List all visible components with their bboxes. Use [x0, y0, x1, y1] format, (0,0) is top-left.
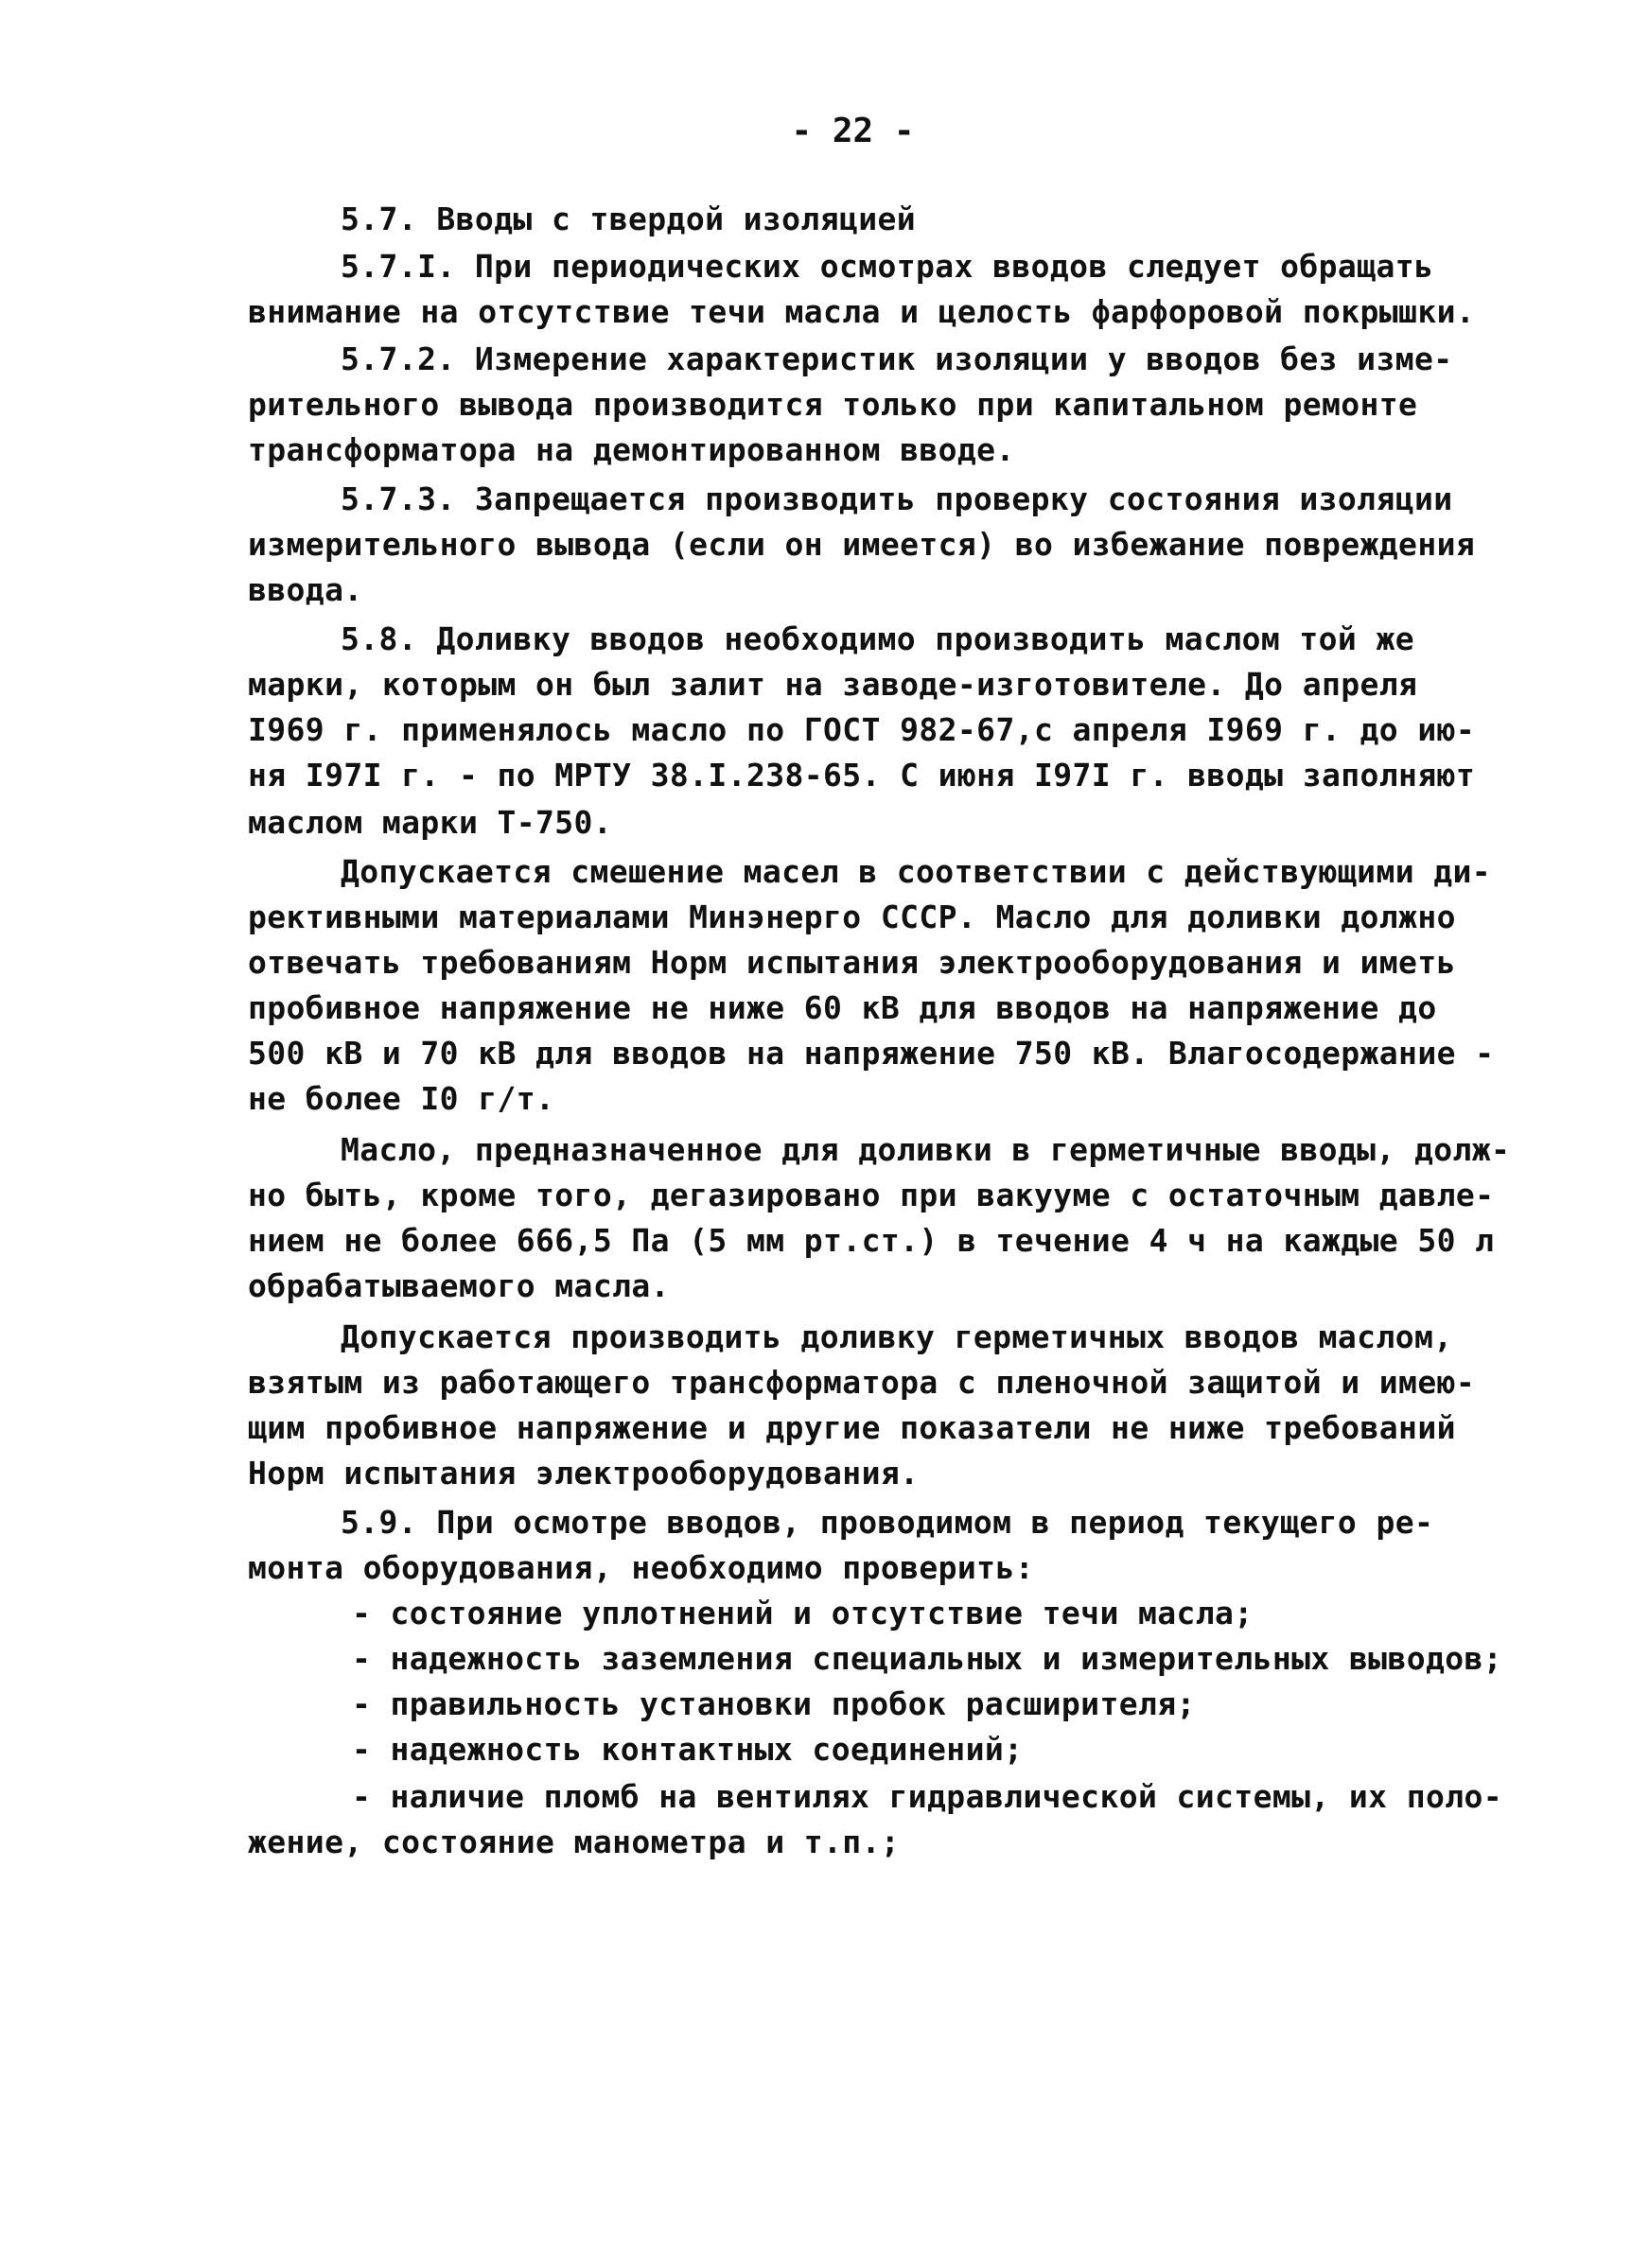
- text-line: Масло, предназначенное для доливки в герметичные вводы, долж-: [341, 1131, 1511, 1168]
- text-line: внимание на отсутствие течи масла и целость фарфоровой покрышки.: [248, 293, 1476, 330]
- text-line: 500 кВ и 70 кВ для вводов на напряжение 750 кВ. Влагосодержание -: [248, 1035, 1495, 1072]
- list-item: - надежность заземления специальных и измерительных выводов;: [352, 1640, 1503, 1677]
- text-line: 5.7.3. Запрещается производить проверку состояния изоляции: [341, 480, 1453, 517]
- text-line: не более I0 г/т.: [248, 1080, 555, 1117]
- list-item: - надежность контактных соединений;: [352, 1731, 1024, 1768]
- text-line: обрабатываемого масла.: [248, 1267, 670, 1304]
- page-number: - 22 -: [791, 112, 915, 150]
- list-item: - наличие пломб на вентилях гидравлической системы, их поло-: [352, 1778, 1503, 1815]
- list-item: - правильность установки пробок расширителя;: [352, 1685, 1196, 1722]
- text-line: Допускается смешение масел в соответствии с действующими ди-: [341, 853, 1492, 890]
- text-line: рективными материалами Минэнерго СССР. Масло для доливки должно: [248, 898, 1456, 935]
- text-line: нием не более 666,5 Па (5 мм рт.ст.) в течение 4 ч на каждые 50 л: [248, 1222, 1495, 1259]
- text-line: 5.7.I. При периодических осмотрах вводов следует обращать: [341, 248, 1434, 285]
- text-line: 5.8. Доливку вводов необходимо производить маслом той же: [341, 620, 1414, 657]
- text-line: ня I97I г. - по МРТУ 38.I.238-65. С июня I97I г. вводы заполняют: [248, 757, 1476, 794]
- text-line: измерительного вывода (если он имеется) во избежание повреждения: [248, 526, 1476, 563]
- section-heading-5-7: 5.7. Вводы с твердой изоляцией: [341, 201, 917, 237]
- text-line: Норм испытания электрооборудования.: [248, 1455, 920, 1492]
- text-line: но быть, кроме того, дегазировано при вакууме с остаточным давле-: [248, 1177, 1495, 1213]
- text-line: Допускается производить доливку герметичных вводов маслом,: [341, 1318, 1453, 1355]
- list-item-continuation: жение, состояние манометра и т.п.;: [248, 1823, 901, 1860]
- text-line: ввода.: [248, 571, 363, 608]
- text-line: взятым из работающего трансформатора с пленочной защитой и имею-: [248, 1364, 1476, 1401]
- text-line: пробивное напряжение не ниже 60 кВ для вводов на напряжение до: [248, 989, 1437, 1026]
- text-line: марки, которым он был залит на заводе-изготовителе. До апреля: [248, 666, 1418, 703]
- text-line: 5.7.2. Измерение характеристик изоляции у вводов без изме-: [341, 340, 1453, 377]
- text-line: монта оборудования, необходимо проверить:: [248, 1549, 1034, 1586]
- text-line: маслом марки Т-750.: [248, 804, 613, 841]
- section-5-9-line: 5.9. При осмотре вводов, проводимом в период текущего ре-: [341, 1504, 1434, 1541]
- text-line: отвечать требованиям Норм испытания электрооборудования и иметь: [248, 944, 1456, 981]
- list-item: - состояние уплотнений и отсутствие течи масла;: [352, 1595, 1254, 1631]
- text-line: щим пробивное напряжение и другие показатели не ниже требований: [248, 1409, 1456, 1446]
- text-line: I969 г. применялось масло по ГОСТ 982-67,с апреля I969 г. до ию-: [248, 711, 1476, 748]
- text-line: трансформатора на демонтированном вводе.: [248, 431, 1015, 468]
- text-line: рительного вывода производится только при капитальном ремонте: [248, 386, 1418, 423]
